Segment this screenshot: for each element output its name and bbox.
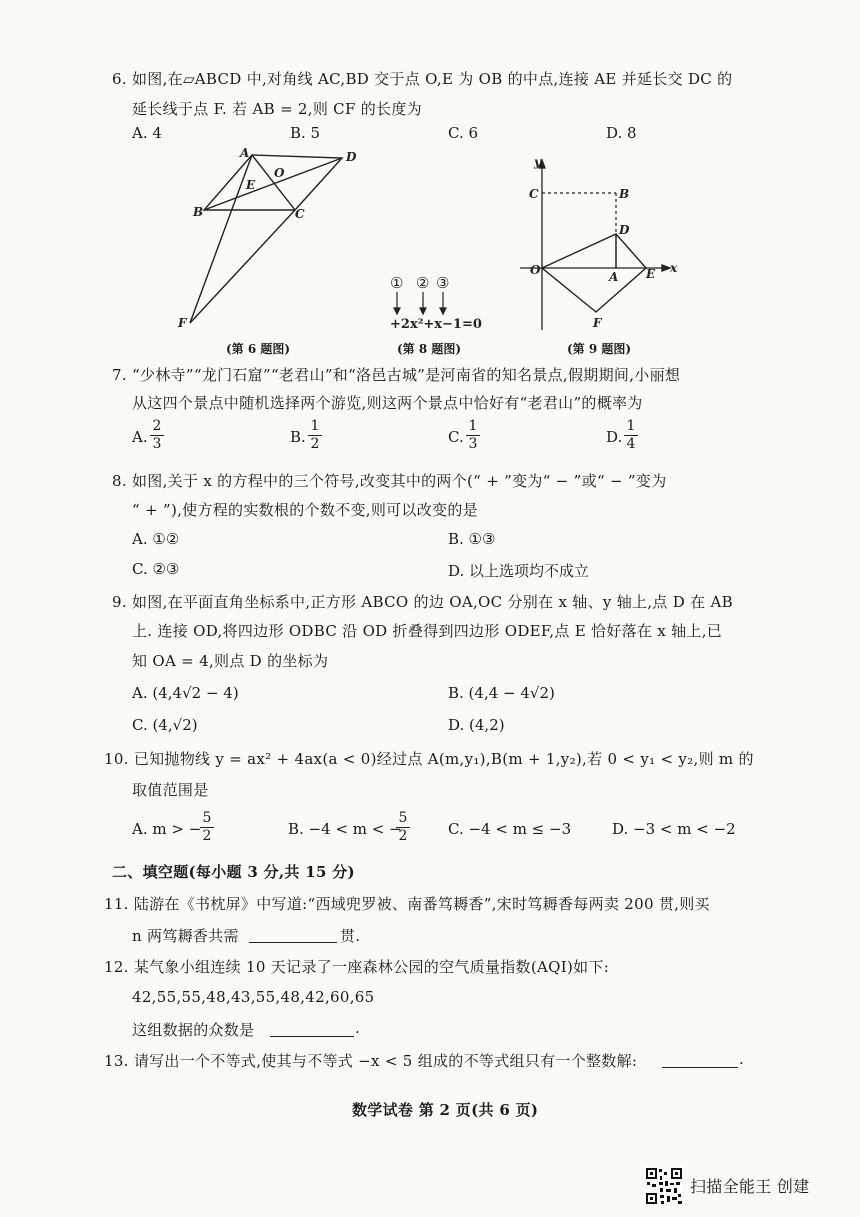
q13-line1-end: . <box>739 1050 745 1068</box>
q9-option-b: B. (4,4 − 4√2) <box>448 684 555 702</box>
q7-option-b-den: 2 <box>308 435 322 453</box>
fig9-label-c: C <box>529 187 539 201</box>
q7-line2: 从这四个景点中随机选择两个游览,则这两个景点中恰好有“老君山”的概率为 <box>132 394 643 412</box>
q12-data: 42,55,55,48,43,55,48,42,60,65 <box>132 988 375 1006</box>
q8-option-d: D. 以上选项均不成立 <box>448 562 590 580</box>
q6-option-c: C. 6 <box>448 124 479 142</box>
q8-line2: “ + ”),使方程的实数根的个数不变,则可以改变的是 <box>132 501 478 519</box>
q10-line2: 取值范围是 <box>132 781 209 799</box>
q9-line1: 9. 如图,在平面直角坐标系中,正方形 ABCO 的边 OA,OC 分别在 x 轴、y 轴上,点 D 在 AB <box>112 593 733 611</box>
q12-line3: 这组数据的众数是 <box>132 1021 255 1039</box>
fig6-caption: (第 6 题图) <box>226 342 291 356</box>
q7-option-b-fraction <box>308 418 322 453</box>
q6-option-a: A. 4 <box>132 124 162 142</box>
q7-option-c-fraction <box>466 418 480 453</box>
q7-option-a-label: A. <box>132 428 148 446</box>
q10-option-a-den: 2 <box>200 827 214 845</box>
fig9-label-d: D <box>619 223 630 237</box>
q9-option-c: C. (4,√2) <box>132 716 198 734</box>
q9-line2: 上. 连接 OD,将四边形 ODBC 沿 OD 折叠得到四边形 ODEF,点 E 恰好落在 x 轴上,已 <box>132 622 723 640</box>
fig6-label-e: E <box>246 178 256 192</box>
q7-option-a-den: 3 <box>150 435 164 453</box>
q7-option-d-fraction <box>624 418 638 453</box>
q12-line3-end: . <box>355 1019 361 1037</box>
q10-option-d: D. −3 < m < −2 <box>612 820 736 838</box>
q11-answer-blank[interactable] <box>249 942 337 943</box>
q6-option-d: D. 8 <box>606 124 637 142</box>
q6-option-b: B. 5 <box>290 124 321 142</box>
fig6-label-f: F <box>178 316 187 330</box>
q8-line1: 8. 如图,关于 x 的方程中的三个符号,改变其中的两个(“ + ”变为“ − ”或“ − ”变为 <box>112 472 667 490</box>
section-fill-in-heading: 二、填空题(每小题 3 分,共 15 分) <box>112 863 355 881</box>
q11-line2-end: 贯. <box>340 927 361 945</box>
fig8-marker-1: ① <box>390 274 404 292</box>
fig9-label-a: A <box>609 270 619 284</box>
q8-option-a: A. ①② <box>132 530 180 548</box>
figure-8-equation <box>386 272 486 334</box>
q8-option-c: C. ②③ <box>132 560 180 578</box>
q7-option-c-den: 3 <box>466 435 480 453</box>
q10-option-b-num: 5 <box>398 810 408 826</box>
fig6-label-d: D <box>346 150 357 164</box>
fig9-label-e: E <box>646 267 656 281</box>
fig8-marker-2: ② <box>416 274 430 292</box>
fig8-caption: (第 8 题图) <box>397 342 462 356</box>
fig8-equation: +2x²+x−1=0 <box>390 317 482 332</box>
q7-option-d-num: 1 <box>626 418 636 434</box>
figure-6-parallelogram <box>170 145 380 340</box>
q12-line1: 12. 某气象小组连续 10 天记录了一座森林公园的空气质量指数(AQI)如下: <box>104 958 610 976</box>
q8-option-b: B. ①③ <box>448 530 496 548</box>
watermark-scanner-credit: 扫描全能王 创建 <box>690 1177 810 1196</box>
fig9-label-f: F <box>593 316 602 330</box>
q10-option-b-prefix: B. −4 < m < − <box>288 820 402 838</box>
fig6-label-a: A <box>240 146 250 160</box>
q10-option-b-fraction <box>396 810 410 845</box>
fig9-label-o: O <box>530 263 541 277</box>
q10-option-a-prefix: A. m > − <box>132 820 202 838</box>
q9-option-a: A. (4,4√2 − 4) <box>132 684 239 702</box>
q13-answer-blank[interactable] <box>662 1067 738 1068</box>
fig9-label-x: x <box>670 261 678 275</box>
q6-line2: 延长线于点 F. 若 AB = 2,则 CF 的长度为 <box>132 100 422 118</box>
fig9-caption: (第 9 题图) <box>567 342 632 356</box>
q7-option-b-num: 1 <box>310 418 320 434</box>
q11-line1: 11. 陆游在《书枕屏》中写道:“西域兜罗被、南番笃耨香”,宋时笃耨香每两卖 200 贯,则买 <box>104 895 710 913</box>
fig6-label-c: C <box>295 207 305 221</box>
q10-line1: 10. 已知抛物线 y = ax² + 4ax(a < 0)经过点 A(m,y₁),B(m + 1,y₂),若 0 < y₁ < y₂,则 m 的 <box>104 750 754 768</box>
fig6-label-b: B <box>193 205 204 219</box>
q10-option-a-num: 5 <box>202 810 212 826</box>
page-footer: 数学试卷 第 2 页(共 6 页) <box>352 1101 539 1119</box>
qr-code-icon <box>645 1167 683 1205</box>
fig8-marker-3: ③ <box>436 274 450 292</box>
q11-line2: n 两笃耨香共需 <box>132 927 239 945</box>
q7-option-c-num: 1 <box>468 418 478 434</box>
fig9-label-y: y <box>534 155 541 169</box>
q7-option-d-den: 4 <box>624 435 638 453</box>
q9-line3: 知 OA = 4,则点 D 的坐标为 <box>132 652 329 670</box>
q10-option-b-den: 2 <box>396 827 410 845</box>
q7-option-a-fraction <box>150 418 164 453</box>
q9-option-d: D. (4,2) <box>448 716 505 734</box>
figure-9-coordinate-plane <box>512 150 684 340</box>
q12-answer-blank[interactable] <box>270 1036 354 1037</box>
q7-option-b-label: B. <box>290 428 306 446</box>
q10-option-a-fraction <box>200 810 214 845</box>
q10-option-c: C. −4 < m ≤ −3 <box>448 820 572 838</box>
fig9-label-b: B <box>619 187 630 201</box>
q6-line1: 6. 如图,在▱ABCD 中,对角线 AC,BD 交于点 O,E 为 OB 的中点,连接 AE 并延长交 DC 的 <box>112 70 733 88</box>
q7-line1: 7. “少林寺”“龙门石窟”“老君山”和“洛邑古城”是河南省的知名景点,假期期间,小丽想 <box>112 366 681 384</box>
q7-option-a-num: 2 <box>152 418 162 434</box>
q13-line1: 13. 请写出一个不等式,使其与不等式 −x < 5 组成的不等式组只有一个整数解: <box>104 1052 638 1070</box>
q7-option-d-label: D. <box>606 428 623 446</box>
q7-option-c-label: C. <box>448 428 464 446</box>
fig6-label-o: O <box>274 166 285 180</box>
